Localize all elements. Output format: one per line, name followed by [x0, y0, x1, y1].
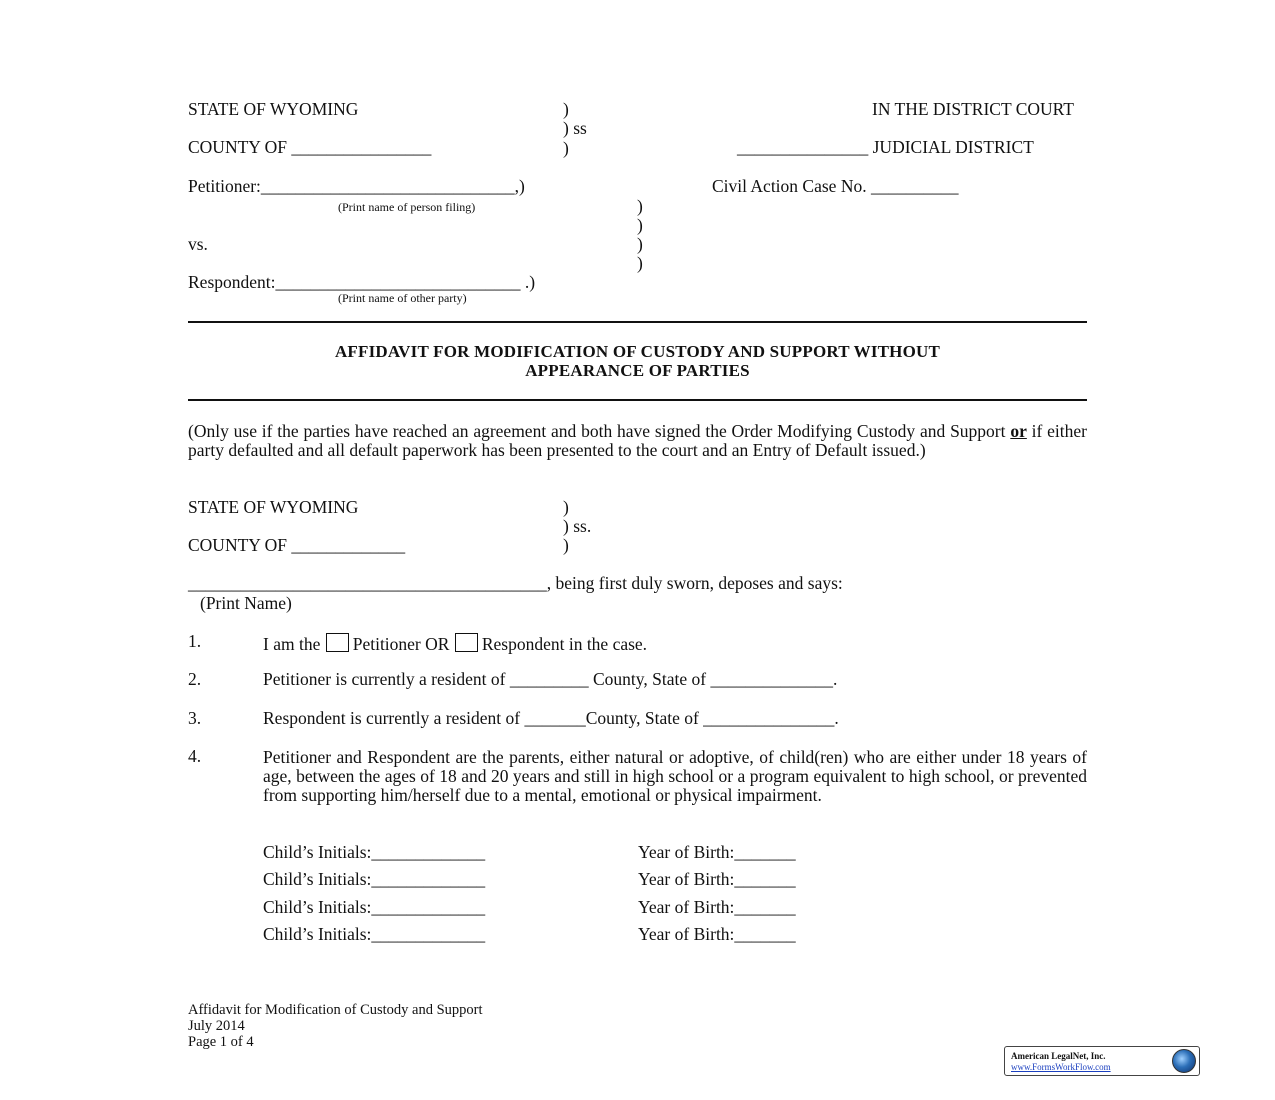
petitioner-note: (Print name of person filing): [338, 200, 476, 214]
respondent-line: Respondent:____________________________ .): [188, 272, 536, 292]
item-1-respondent: Respondent in the case.: [481, 634, 648, 654]
globe-icon: [1172, 1049, 1196, 1073]
caption-paren: ): [563, 99, 569, 119]
child-birth-year-field: Year of Birth:_______: [638, 897, 796, 917]
instruction-text: if either party defaulted and all default paperwork has been presented to the court and an Entry of Default issued.): [188, 421, 1087, 460]
child-initials-field: Child’s Initials:_____________: [263, 897, 486, 917]
judicial-district: _______________ JUDICIAL DISTRICT: [737, 137, 1034, 157]
petitioner-checkbox[interactable]: [326, 633, 349, 652]
item-number: 1.: [188, 631, 202, 651]
child-birth-year-field: Year of Birth:_______: [638, 842, 796, 862]
caption-paren: ): [563, 138, 569, 158]
caption-paren: ): [637, 234, 643, 254]
caption-paren: ): [637, 253, 643, 273]
civil-case-number: Civil Action Case No. __________: [712, 176, 959, 196]
item-4-text: Petitioner and Respondent are the parents, either natural or adoptive, of child(ren) who are either under 18 years of age, between the ages of 18 and 20 years and still in high school or a program equivalent to high school, or prevented from supporting him/herself due to a mental, emotional or physical impairment.: [263, 747, 1087, 805]
print-name-label: (Print Name): [200, 593, 292, 613]
venue-paren: ): [563, 497, 569, 517]
child-initials-field: Child’s Initials:_____________: [263, 924, 486, 944]
venue-county: COUNTY OF _____________: [188, 535, 406, 555]
footer-page-number: Page 1 of 4: [188, 1034, 254, 1050]
court-name: IN THE DISTRICT COURT: [872, 99, 1074, 119]
logo-url-link[interactable]: www.FormsWorkFlow.com: [1011, 1062, 1111, 1072]
respondent-checkbox[interactable]: [455, 633, 478, 652]
footer-date: July 2014: [188, 1018, 245, 1034]
instruction-text: (Only use if the parties have reached an agreement and both have signed the Order Modifying Custody and Support: [188, 421, 1011, 441]
title-line: AFFIDAVIT FOR MODIFICATION OF CUSTODY AND SUPPORT WITHOUT: [334, 342, 941, 361]
item-1-lead: I am the: [263, 634, 321, 654]
venue-state: STATE OF WYOMING: [188, 497, 359, 517]
venue-paren: ): [563, 535, 569, 555]
item-1-petitioner: Petitioner OR: [352, 634, 450, 654]
sworn-line: _________________________________________, being first duly sworn, deposes and says:: [188, 573, 843, 593]
caption-paren: ): [637, 196, 643, 216]
title-line: APPEARANCE OF PARTIES: [525, 361, 750, 381]
document-title: [188, 342, 1087, 380]
child-initials-field: Child’s Initials:_____________: [263, 842, 486, 862]
item-number: 3.: [188, 708, 202, 728]
instruction-or: or: [1010, 421, 1027, 441]
caption-state: STATE OF WYOMING: [188, 99, 359, 119]
item-2-text: Petitioner is currently a resident of _________ County, State of ______________.: [263, 669, 838, 689]
divider: [188, 399, 1087, 401]
petitioner-line: Petitioner:_____________________________,): [188, 176, 525, 196]
item-number: 4.: [188, 746, 202, 766]
child-birth-year-field: Year of Birth:_______: [638, 924, 796, 944]
caption-paren: ): [637, 215, 643, 235]
divider: [188, 321, 1087, 323]
venue-ss: ) ss.: [563, 516, 592, 536]
child-birth-year-field: Year of Birth:_______: [638, 869, 796, 889]
versus: vs.: [188, 234, 208, 254]
caption-county: COUNTY OF ________________: [188, 137, 432, 157]
footer-form-name: Affidavit for Modification of Custody and Support: [188, 1002, 483, 1018]
instruction-paragraph: [188, 422, 1087, 460]
item-1-text: [263, 633, 647, 654]
child-initials-field: Child’s Initials:_____________: [263, 869, 486, 889]
caption-ss: ) ss: [563, 118, 587, 138]
logo-company-name: American LegalNet, Inc.: [1011, 1051, 1106, 1061]
item-number: 2.: [188, 669, 202, 689]
legalnet-logo[interactable]: [1004, 1046, 1200, 1076]
respondent-note: (Print name of other party): [338, 291, 467, 305]
item-3-text: Respondent is currently a resident of _______County, State of _______________.: [263, 708, 839, 728]
